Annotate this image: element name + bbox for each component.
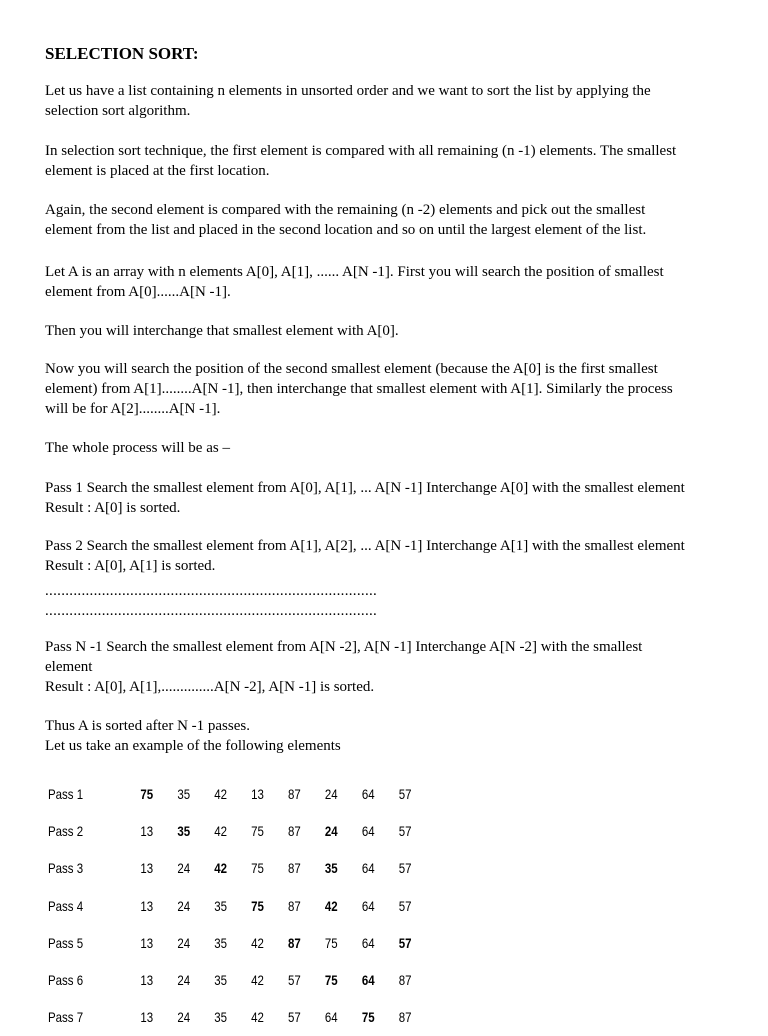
pass-value: 42 [214,860,227,877]
pass-value: 42 [251,934,264,951]
pass-value: 42 [214,822,227,839]
pass-value: 35 [177,822,191,839]
pass-value: 42 [251,972,264,989]
paragraph-line: element [45,659,93,675]
pass-value: 75 [251,822,264,839]
pass-value: 64 [361,972,375,989]
pass-value: 35 [214,897,227,914]
pass-value: 24 [324,822,338,839]
pass-value: 42 [251,1009,264,1026]
paragraph [45,536,735,576]
pass-value: 42 [324,897,338,914]
pass-table [48,775,424,1036]
paragraph-line: element from the list and placed in the second location and so on until the largest element of the list. [45,222,647,238]
pass-value: 75 [324,972,338,989]
pass-label: Pass 2 [48,822,84,839]
pass-value: 13 [140,934,154,951]
pass-value: 57 [398,934,412,951]
pass-value: 13 [140,860,154,877]
pass-value: 24 [177,972,191,989]
pass-value: 24 [177,897,191,914]
pass-value: 75 [324,934,338,951]
pass-value: 35 [214,972,227,989]
pass-value: 64 [361,785,375,802]
pass-value: 87 [398,1009,412,1026]
pass-value: 75 [251,860,264,877]
page-title: SELECTION SORT: [45,44,199,63]
pass-value: 57 [398,860,412,877]
pass-row [48,924,424,961]
paragraph-line: Thus A is sorted after N -1 passes. [45,718,250,734]
pass-row [48,775,424,812]
paragraph [45,438,735,458]
paragraph-line: Result : A[0] is sorted. [45,500,181,516]
pass-label: Pass 5 [48,934,84,951]
paragraph-line: Let us take an example of the following elements [45,738,341,754]
pass-value: 42 [214,785,227,802]
pass-row [48,850,424,887]
paragraph [45,478,735,518]
pass-value: 13 [140,1009,154,1026]
pass-value: 64 [361,897,375,914]
pass-row [48,887,424,924]
pass-value: 35 [177,785,191,802]
pass-label: Pass 6 [48,972,84,989]
pass-value: 87 [398,972,412,989]
ellipsis-line: .................................................................................. [45,583,378,599]
pass-row [48,961,424,998]
paragraph-line: Now you will search the position of the second smallest element (because the A[0] is the first smallest [45,361,658,377]
paragraph-line: Again, the second element is compared with the remaining (n -2) elements and pick out the smallest [45,202,646,218]
pass-value: 57 [288,1009,301,1026]
paragraph-line: Pass 2 Search the smallest element from A[1], A[2], ... A[N -1] Interchange A[1] with the smallest element [45,538,685,554]
paragraph-line: Then you will interchange that smallest element with A[0]. [45,323,399,339]
pass-label: Pass 1 [48,785,84,802]
pass-value: 24 [177,1009,191,1026]
pass-value: 87 [288,822,301,839]
pass-label: Pass 4 [48,897,84,914]
pass-value: 57 [398,822,412,839]
pass-value: 35 [214,934,227,951]
paragraph-line: The whole process will be as – [45,440,230,456]
pass-value: 64 [361,822,375,839]
pass-value: 64 [361,934,375,951]
pass-value: 24 [324,785,338,802]
pass-value: 87 [288,897,301,914]
paragraph-line: Result : A[0], A[1],..............A[N -2], A[N -1] is sorted. [45,679,375,695]
pass-value: 13 [251,785,264,802]
ellipsis-line: .................................................................................. [45,603,378,619]
pass-value: 57 [398,897,412,914]
paragraph [45,359,735,419]
paragraph-line: selection sort algorithm. [45,103,191,119]
pass-value: 13 [140,972,154,989]
pass-value: 13 [140,897,154,914]
paragraph [45,141,735,181]
pass-row [48,812,424,849]
paragraph [45,637,735,697]
paragraph-line: element from A[0]......A[N -1]. [45,284,231,300]
paragraph-line: In selection sort technique, the first element is compared with all remaining (n -1) elements. The smallest [45,143,677,159]
paragraph-line: Pass N -1 Search the smallest element from A[N -2], A[N -1] Interchange A[N -2] with the smallest [45,639,643,655]
paragraph [45,716,735,756]
pass-value: 57 [288,972,301,989]
pass-label: Pass 7 [48,1009,84,1026]
pass-value: 35 [214,1009,227,1026]
pass-value: 75 [140,785,154,802]
paragraph [45,81,735,121]
pass-value: 24 [177,934,191,951]
pass-value: 75 [361,1009,375,1026]
pass-value: 13 [140,822,154,839]
paragraph-line: Result : A[0], A[1] is sorted. [45,558,216,574]
pass-value: 75 [251,897,264,914]
pass-value: 87 [288,934,301,951]
paragraph-line: Let us have a list containing n elements in unsorted order and we want to sort the list by applying the [45,83,651,99]
pass-value: 35 [324,860,338,877]
paragraph-line: Let A is an array with n elements A[0], A[1], ...... A[N -1]. First you will search the position of smallest [45,264,664,280]
pass-value: 64 [361,860,375,877]
paragraph-line: element is placed at the first location. [45,163,270,179]
paragraph-line: will be for A[2]........A[N -1]. [45,401,221,417]
paragraph-line: element) from A[1]........A[N -1], then interchange that smallest element with A[1]. Similarly the process [45,381,673,397]
pass-value: 64 [324,1009,338,1026]
paragraph-line: Pass 1 Search the smallest element from A[0], A[1], ... A[N -1] Interchange A[0] with the smallest element [45,480,685,496]
pass-value: 57 [398,785,412,802]
pass-value: 87 [288,785,301,802]
paragraph [45,262,735,302]
pass-value: 24 [177,860,191,877]
pass-row [48,999,424,1036]
pass-value: 87 [288,860,301,877]
pass-label: Pass 3 [48,860,84,877]
paragraph [45,321,735,341]
paragraph [45,200,735,240]
